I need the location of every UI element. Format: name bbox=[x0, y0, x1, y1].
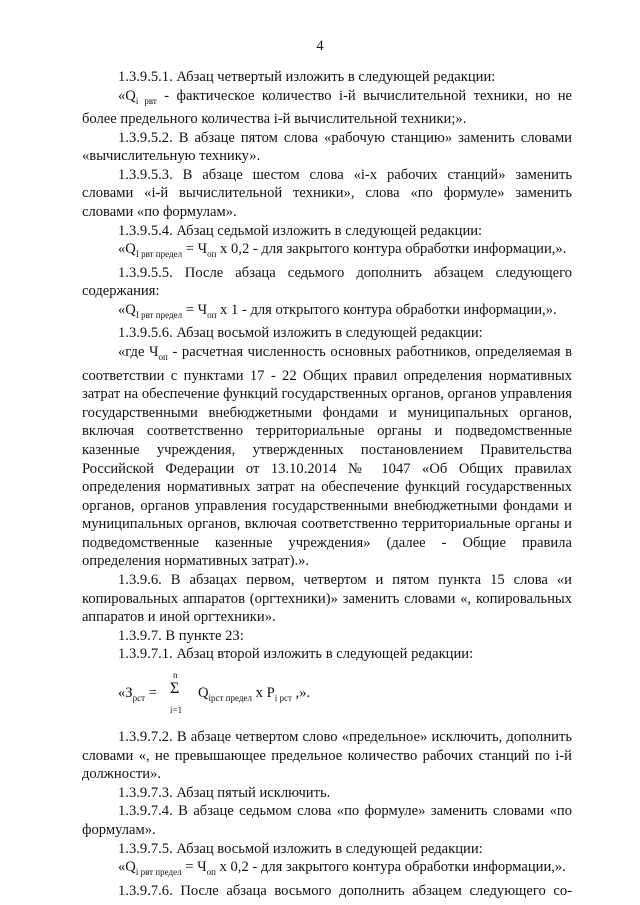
document-body bbox=[82, 68, 572, 900]
sum-upper-limit: n bbox=[173, 670, 178, 681]
paragraph: 1.3.9.7. В пункте 23: bbox=[118, 627, 244, 644]
page-number: 4 bbox=[316, 38, 324, 54]
paragraph: 1.3.9.6. В абзацах первом, четвертом и пятом пункта 15 слова «и копировальных аппаратов (оргтехники)» заменить словами «, копировальных аппаратов и иной оргтехники». bbox=[82, 572, 572, 626]
paragraph: «$Q_{I рвт предел} = Ч_{оп}$ x 1 - для открытого контура обработки информации,». bbox=[118, 301, 557, 320]
paragraph: 1.3.9.7.1. Абзац второй изложить в следующей редакции: bbox=[118, 646, 474, 663]
paragraph: 1.3.9.7.3. Абзац пятый исключить. bbox=[118, 784, 331, 801]
paragraph: 1.3.9.7.2. В абзаце четвертом слово «предельное» исключить, дополнить словами «, не превышающее предельное количество рабочих станций по i-й должности». bbox=[82, 729, 572, 783]
paragraph: «где $Ч_{оп}$ - расчетная численность основных работников, определяемая в соответствии с пунктами 17 - 22 Общих правил определения нормативных затрат на обеспечение функций государственных органов, органов управления государственными внебюджетными фондами и муниципальных органов, включая соответственно территориальные органы и подведомственные казенные учреждения, утвержденных постановлением Правительства Российской Федерации от 13.10.2014 № 1047 «Об Общих правилах определения нормативных затрат на обеспечение функций государственных органов, органов управления государственными внебюджетными фондами и муниципальных органов, включая соответственно территориальные органы и подведомственные казенные учреждения» (далее - Общие правила определения нормативных затрат).». bbox=[82, 344, 573, 570]
paragraph: «$Q_{i рвт предел} = Ч_{оп}$ x 0,2 - для закрытого контура обработки информации,». bbox=[118, 859, 566, 878]
paragraph: 1.3.9.7.4. В абзаце седьмом слова «по формуле» заменить словами «по формулам». bbox=[82, 803, 572, 838]
paragraph: «$Q_{I рвт предел} = Ч_{оп}$ x 0,2 - для закрытого контура обработки информации,». bbox=[118, 241, 567, 260]
paragraph: 1.3.9.7.6. После абзаца восьмого дополнить абзацем следующего со- bbox=[118, 882, 572, 899]
paragraph: 1.3.9.5.2. В абзаце пятом слова «рабочую станцию» заменить словами «вычислительную технику». bbox=[82, 129, 572, 165]
paragraph: 1.3.9.5.6. Абзац восьмой изложить в следующей редакции: bbox=[118, 325, 483, 342]
sum-lower-limit: i=1 bbox=[170, 705, 183, 716]
paragraph: «$Q_{i рвт}$ - фактическое количество i-й вычислительной техники, но не более предельного количества i-й вычислительной техники;». bbox=[82, 87, 572, 128]
sum-symbol: Σ bbox=[170, 680, 180, 698]
paragraph: 1.3.9.5.4. Абзац седьмой изложить в следующей редакции: bbox=[118, 222, 483, 239]
summation-formula: «$З_{рст}$ = n Σ i=1 $Q_{iрст предел}$ x $P_{i рст}$ ,». bbox=[82, 670, 572, 716]
paragraph: 1.3.9.5.3. В абзаце шестом слова «i-х рабочих станций» заменить словами «i-й вычислительной техники», слова «по формуле» заменить словами «по формулам». bbox=[82, 166, 572, 221]
paragraph: 1.3.9.5.1. Абзац четвертый изложить в следующей редакции: bbox=[118, 69, 496, 85]
paragraph: 1.3.9.7.5. Абзац восьмой изложить в следующей редакции: bbox=[118, 840, 483, 857]
paragraph: 1.3.9.5.5. После абзаца седьмого дополнить абзацем следующего содержания: bbox=[82, 264, 572, 300]
